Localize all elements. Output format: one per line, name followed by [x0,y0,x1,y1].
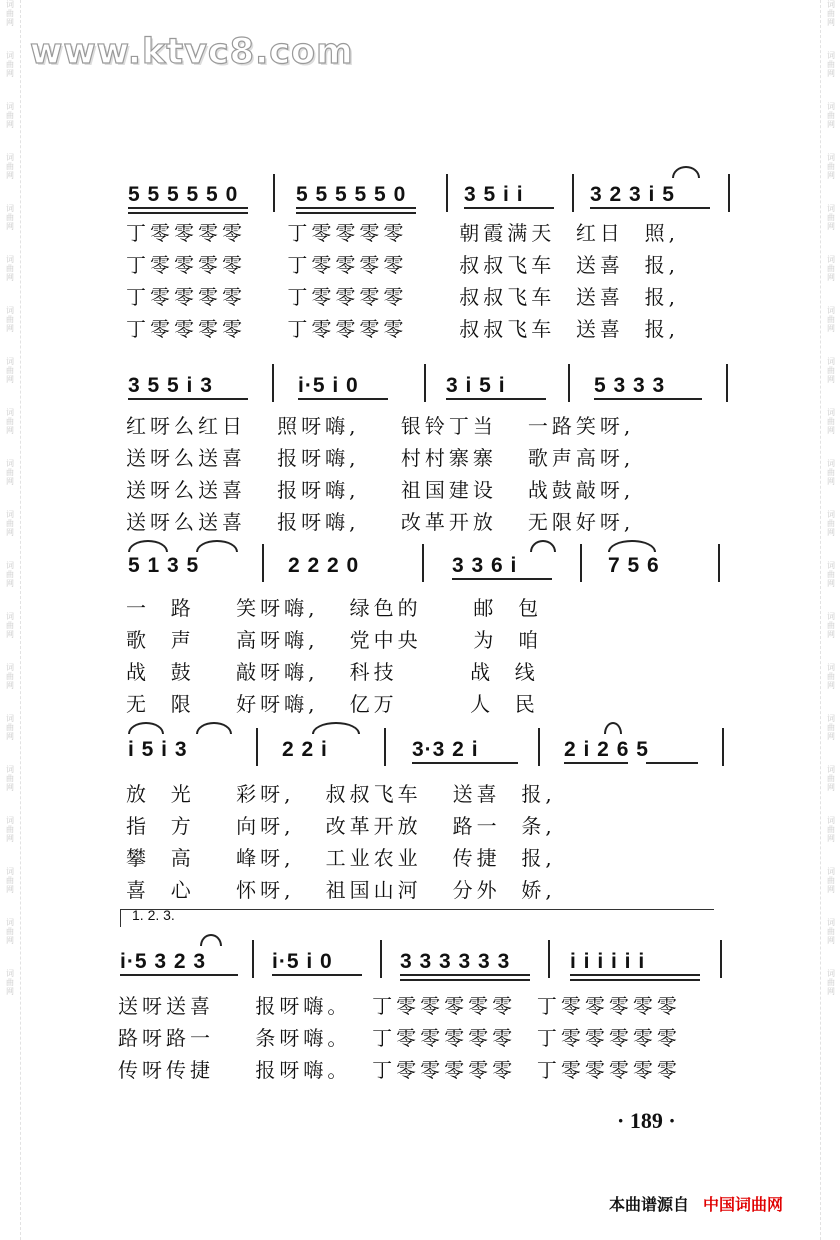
volta-label: 1. 2. 3. [132,907,175,923]
side-watermark-char: 词 [827,918,835,927]
source-footer [609,1192,783,1215]
side-watermark-char: 网 [827,834,835,843]
slur [128,540,168,552]
side-watermark-char: 网 [827,681,835,690]
row3-lyric-verse3: 战 鼓 敲呀嗨, 科技 战 线 [126,660,539,684]
site-watermark: www.ktvc8.com [30,32,354,72]
beam [646,762,698,764]
row2-lyric-verse2: 送呀么送喜 报呀嗨, 村村寨寨 歌声高呀, [126,446,635,470]
slur [530,540,556,552]
side-watermark-char: 词 [827,102,835,111]
left-side-watermark [3,0,17,1240]
barline [256,728,258,766]
side-watermark-char: 曲 [827,978,835,987]
side-watermark-char: 网 [827,528,835,537]
barline [262,544,264,582]
side-watermark-char: 曲 [6,315,14,324]
row5-measure2-notes: i·5 i 0 [272,950,333,973]
side-watermark-char: 网 [827,783,835,792]
slur [196,540,238,552]
side-watermark-char: 曲 [6,723,14,732]
side-watermark-char: 曲 [827,468,835,477]
side-watermark-char: 词 [827,816,835,825]
side-watermark-char: 网 [827,120,835,129]
side-watermark-char: 曲 [6,621,14,630]
row4-lyric-verse1: 放 光 彩呀, 叔叔飞车 送喜 报, [126,782,556,806]
row2-measure4-notes: 5 3 3 3 [594,374,666,397]
side-watermark-char: 曲 [827,621,835,630]
barline [572,174,574,212]
barline [252,940,254,978]
side-watermark-char: 网 [6,732,14,741]
slur [604,722,622,734]
page-number: · 189 · [617,1108,676,1133]
side-watermark-char: 词 [6,510,14,519]
barline [718,544,720,582]
side-watermark-char: 网 [6,324,14,333]
beam [590,207,710,209]
right-side-watermark [824,0,838,1240]
beam [564,762,628,764]
slur [672,166,700,178]
side-watermark-char: 曲 [827,60,835,69]
side-watermark-char: 曲 [827,111,835,120]
side-watermark-char: 词 [827,153,835,162]
row4-measure1-notes: i 5 i 3 [128,738,188,761]
side-watermark-char: 曲 [6,825,14,834]
side-watermark-char: 网 [827,273,835,282]
side-watermark-char: 词 [6,255,14,264]
barline [568,364,570,402]
side-watermark-char: 词 [6,204,14,213]
row4-measure4-notes: 2 i 2 6 5 [564,738,649,761]
side-watermark-char: 网 [827,936,835,945]
side-watermark-char: 网 [827,477,835,486]
beam [446,398,546,400]
volta-bracket [120,909,714,910]
side-watermark-char: 曲 [827,519,835,528]
beam [298,398,388,400]
row3-measure1-notes: 5 1 3 5 [128,554,200,577]
side-watermark-char: 网 [6,783,14,792]
side-watermark-char: 词 [827,561,835,570]
row5-lyric-verse1: 送呀送喜 报呀嗨。 丁零零零零零 丁零零零零零 [118,994,681,1018]
side-watermark-char: 网 [6,885,14,894]
row2-lyric-verse3: 送呀么送喜 报呀嗨, 祖国建设 战鼓敲呀, [126,478,635,502]
source-site-link[interactable]: 中国词曲网 [703,1195,784,1214]
side-watermark-char: 网 [827,987,835,996]
row5-measure1-notes: i·5 3 2 3 [120,950,207,973]
side-watermark-char: 网 [827,222,835,231]
side-watermark-char: 词 [827,204,835,213]
side-watermark-char: 网 [827,732,835,741]
side-watermark-char: 网 [6,834,14,843]
side-watermark-char: 曲 [827,162,835,171]
side-watermark-char: 词 [827,663,835,672]
beam [120,974,238,976]
side-watermark-char: 曲 [827,723,835,732]
side-watermark-char: 网 [827,579,835,588]
row3-measure2-notes: 2 2 2 0 [288,554,360,577]
side-watermark-char: 词 [6,663,14,672]
side-watermark-char: 曲 [6,927,14,936]
barline [384,728,386,766]
beam [128,212,248,214]
row4-lyric-verse4: 喜 心 怀呀, 祖国山河 分外 娇, [126,878,556,902]
side-watermark-char: 曲 [827,876,835,885]
side-watermark-char: 曲 [6,519,14,528]
row3-measure4-notes: 7 5 6 [608,554,660,577]
side-watermark-char: 网 [6,171,14,180]
side-watermark-char: 词 [827,51,835,60]
side-watermark-char: 曲 [6,774,14,783]
side-watermark-char: 网 [827,171,835,180]
row2-measure3-notes: 3 i 5 i [446,374,506,397]
beam [594,398,702,400]
beam [296,207,416,209]
side-watermark-char: 网 [6,528,14,537]
barline [272,364,274,402]
side-watermark-char: 网 [6,987,14,996]
side-watermark-char: 词 [827,714,835,723]
barline [424,364,426,402]
slur [128,722,164,734]
side-watermark-char: 网 [827,885,835,894]
side-watermark-char: 网 [6,18,14,27]
side-watermark-char: 曲 [6,60,14,69]
row5-lyric-verse3: 传呀传捷 报呀嗨。 丁零零零零零 丁零零零零零 [118,1058,681,1082]
row2-lyric-verse1: 红呀么红日 照呀嗨, 银铃丁当 一路笑呀, [126,414,635,438]
source-label: 本曲谱源自 [609,1195,690,1214]
row4-measure3-notes: 3·3 2 i [412,738,479,761]
row2-measure2-notes: i·5 i 0 [298,374,359,397]
row2-measure1-notes: 3 5 5 i 3 [128,374,213,397]
side-watermark-char: 网 [827,324,835,333]
beam [128,207,248,209]
side-watermark-char: 词 [6,51,14,60]
barline [273,174,275,212]
row3-measure3-notes: 3 3 6 i [452,554,518,577]
side-watermark-char: 词 [6,918,14,927]
side-watermark-char: 曲 [6,978,14,987]
side-watermark-char: 词 [6,153,14,162]
side-watermark-char: 词 [6,867,14,876]
right-margin-line [820,0,821,1240]
side-watermark-char: 词 [827,459,835,468]
barline [580,544,582,582]
side-watermark-char: 曲 [6,9,14,18]
side-watermark-char: 网 [6,681,14,690]
side-watermark-char: 曲 [6,213,14,222]
side-watermark-char: 网 [6,222,14,231]
side-watermark-char: 曲 [6,366,14,375]
row3-lyric-verse4: 无 限 好呀嗨, 亿万 人 民 [126,692,539,716]
beam [296,212,416,214]
side-watermark-char: 曲 [827,315,835,324]
beam [570,974,700,976]
side-watermark-char: 曲 [827,570,835,579]
barline [720,940,722,978]
slur [608,540,656,552]
beam [128,398,248,400]
side-watermark-char: 曲 [827,9,835,18]
side-watermark-char: 曲 [827,366,835,375]
side-watermark-char: 词 [827,612,835,621]
side-watermark-char: 曲 [827,417,835,426]
side-watermark-char: 网 [6,273,14,282]
side-watermark-char: 词 [827,867,835,876]
slur [312,722,360,734]
row1-lyric-verse4: 丁零零零零 丁零零零零 叔叔飞车 送喜 报, [126,317,680,341]
barline [538,728,540,766]
side-watermark-char: 曲 [827,927,835,936]
side-watermark-char: 曲 [6,417,14,426]
side-watermark-char: 曲 [6,570,14,579]
side-watermark-char: 曲 [6,672,14,681]
barline [548,940,550,978]
side-watermark-char: 网 [827,69,835,78]
beam [464,207,554,209]
barline [380,940,382,978]
row3-lyric-verse2: 歌 声 高呀嗨, 党中央 为 咱 [126,628,543,652]
side-watermark-char: 词 [6,765,14,774]
row1-measure1-notes: 5 5 5 5 5 0 [128,183,239,206]
side-watermark-char: 词 [827,510,835,519]
side-watermark-char: 网 [6,69,14,78]
slur [196,722,232,734]
side-watermark-char: 曲 [6,468,14,477]
beam [272,974,362,976]
side-watermark-char: 曲 [6,111,14,120]
row3-lyric-verse1: 一 路 笑呀嗨, 绿色的 邮 包 [126,596,543,620]
slur [200,934,222,946]
side-watermark-char: 词 [6,612,14,621]
barline [422,544,424,582]
side-watermark-char: 词 [6,816,14,825]
side-watermark-char: 词 [827,969,835,978]
side-watermark-char: 词 [6,357,14,366]
side-watermark-char: 曲 [827,774,835,783]
row4-measure2-notes: 2 2 i [282,738,328,761]
side-watermark-char: 网 [6,579,14,588]
side-watermark-char: 词 [827,0,835,9]
barline [722,728,724,766]
row1-lyric-verse1: 丁零零零零 丁零零零零 朝霞满天 红日 照, [126,221,680,245]
beam [570,979,700,981]
side-watermark-char: 词 [827,408,835,417]
side-watermark-char: 词 [6,306,14,315]
side-watermark-char: 词 [827,306,835,315]
barline [728,174,730,212]
beam [412,762,518,764]
row5-lyric-verse2: 路呀路一 条呀嗨。 丁零零零零零 丁零零零零零 [118,1026,681,1050]
side-watermark-char: 词 [6,459,14,468]
side-watermark-char: 网 [6,426,14,435]
row4-lyric-verse3: 攀 高 峰呀, 工业农业 传捷 报, [126,846,556,870]
side-watermark-char: 曲 [827,825,835,834]
row2-lyric-verse4: 送呀么送喜 报呀嗨, 改革开放 无限好呀, [126,510,635,534]
side-watermark-char: 词 [827,357,835,366]
volta-bracket-tick [120,909,121,927]
beam [400,974,530,976]
side-watermark-char: 词 [6,714,14,723]
side-watermark-char: 词 [6,969,14,978]
side-watermark-char: 网 [6,477,14,486]
side-watermark-char: 曲 [827,672,835,681]
side-watermark-char: 词 [827,765,835,774]
side-watermark-char: 网 [827,18,835,27]
beam [400,979,530,981]
side-watermark-char: 曲 [6,876,14,885]
side-watermark-char: 网 [6,120,14,129]
side-watermark-char: 词 [6,561,14,570]
row1-lyric-verse3: 丁零零零零 丁零零零零 叔叔飞车 送喜 报, [126,285,680,309]
row1-measure2-notes: 5 5 5 5 5 0 [296,183,407,206]
row5-measure4-notes: i i i i i i [570,950,646,973]
left-margin-line [20,0,21,1240]
side-watermark-char: 网 [6,936,14,945]
side-watermark-char: 网 [6,630,14,639]
side-watermark-char: 曲 [6,264,14,273]
row4-lyric-verse2: 指 方 向呀, 改革开放 路一 条, [126,814,556,838]
beam [452,578,552,580]
side-watermark-char: 曲 [6,162,14,171]
side-watermark-char: 网 [827,426,835,435]
row1-measure3-notes: 3 5 i i [464,183,524,206]
row1-lyric-verse2: 丁零零零零 丁零零零零 叔叔飞车 送喜 报, [126,253,680,277]
barline [446,174,448,212]
barline [726,364,728,402]
side-watermark-char: 曲 [827,264,835,273]
side-watermark-char: 词 [6,0,14,9]
side-watermark-char: 词 [827,255,835,264]
side-watermark-char: 网 [6,375,14,384]
side-watermark-char: 曲 [827,213,835,222]
side-watermark-char: 网 [827,630,835,639]
row5-measure3-notes: 3 3 3 3 3 3 [400,950,511,973]
side-watermark-char: 词 [6,102,14,111]
side-watermark-char: 词 [6,408,14,417]
row1-measure4-notes: 3 2 3 i 5 [590,183,675,206]
side-watermark-char: 网 [827,375,835,384]
